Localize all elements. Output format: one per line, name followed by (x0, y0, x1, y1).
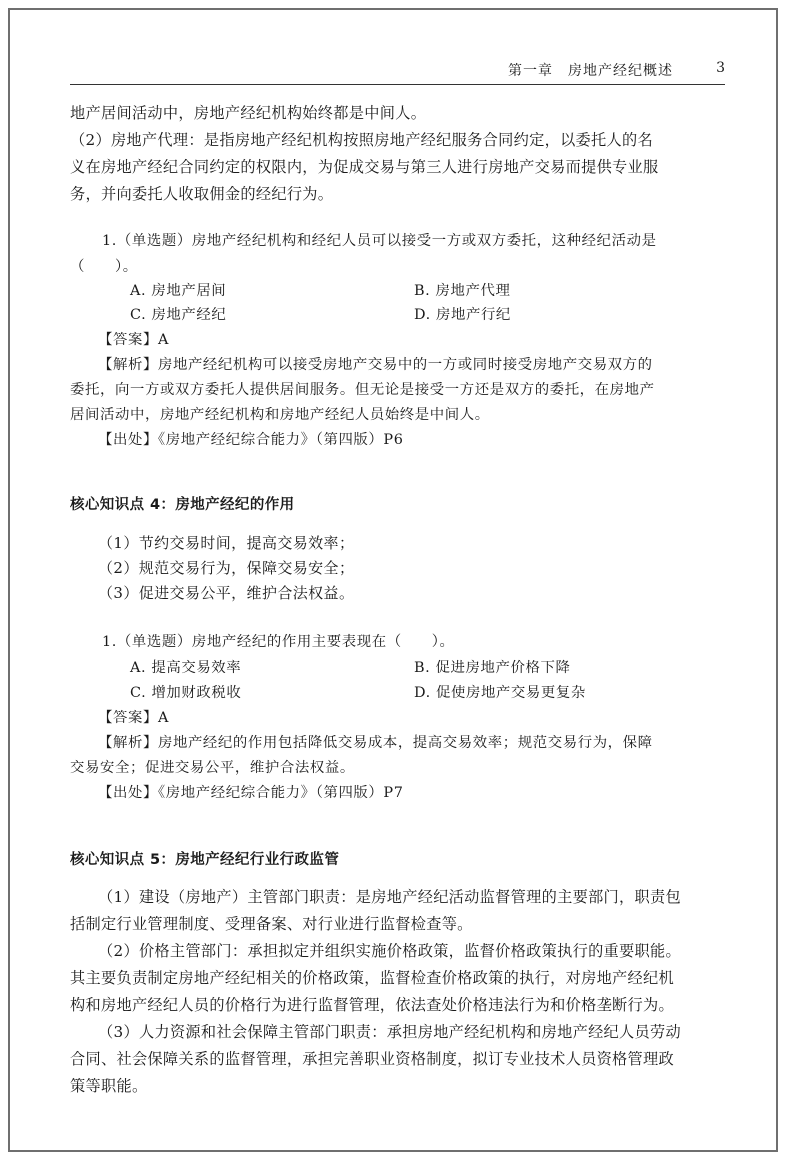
paragraph-line: （2）价格主管部门：承担拟定并组织实施价格政策，监督价格政策执行的重要职能。 (98, 942, 681, 960)
paragraph-line: 策等职能。 (70, 1077, 148, 1095)
paragraph-line: 务，并向委托人收取佣金的经纪行为。 (70, 185, 334, 203)
chapter-title: 第一章 房地产经纪概述 (508, 63, 673, 79)
explanation-line: 【解析】房地产经纪的作用包括降低交易成本，提高交易效率；规范交易行为，保障 (98, 735, 653, 751)
section-heading: 核心知识点 5：房地产经纪行业行政监管 (70, 852, 340, 868)
paragraph-line: 合同、社会保障关系的监督管理，承担完善职业资格制度，拟订专业技术人员资格管理政 (70, 1050, 675, 1068)
list-item: （2）规范交易行为，保障交易安全； (98, 559, 355, 577)
paragraph-line: （2）房地产代理：是指房地产经纪机构按照房地产经纪服务合同约定，以委托人的名 (70, 131, 653, 149)
list-item: （3）促进交易公平，维护合法权益。 (98, 584, 355, 602)
page-number: 3 (716, 60, 725, 76)
paragraph-line: （1）建设（房地产）主管部门职责：是房地产经纪活动监督管理的主要部门，职责包 (98, 888, 681, 906)
question-stem: （ ）。 (70, 259, 138, 275)
option-b: B. 房地产代理 (414, 283, 511, 299)
paragraph-line: 其主要负责制定房地产经纪相关的价格政策，监督检查价格政策的执行，对房地产经纪机 (70, 969, 675, 987)
option-c: C. 增加财政税收 (130, 685, 242, 701)
paragraph-line: 构和房地产经纪人员的价格行为进行监督管理，依法查处价格违法行为和价格垄断行为。 (70, 996, 675, 1014)
option-a: A. 提高交易效率 (130, 660, 242, 676)
answer: 【答案】A (98, 710, 169, 726)
option-a: A. 房地产居间 (130, 283, 227, 299)
option-c: C. 房地产经纪 (130, 307, 227, 323)
question-stem: 1.（单选题）房地产经纪机构和经纪人员可以接受一方或双方委托，这种经纪活动是 (102, 233, 657, 249)
source: 【出处】《房地产经纪综合能力》（第四版）P7 (98, 785, 404, 801)
running-header (70, 58, 725, 85)
explanation-line: 委托，向一方或双方委托人提供居间服务。但无论是接受一方还是双方的委托，在房地产 (70, 382, 655, 398)
list-item: （1）节约交易时间，提高交易效率； (98, 534, 355, 552)
explanation-line: 居间活动中，房地产经纪机构和房地产经纪人员始终是中间人。 (70, 407, 490, 423)
paragraph-line: 义在房地产经纪合同约定的权限内，为促成交易与第三人进行房地产交易而提供专业服 (70, 158, 659, 176)
source: 【出处】《房地产经纪综合能力》（第四版）P6 (98, 432, 404, 448)
option-d: D. 房地产行纪 (414, 307, 511, 323)
paragraph-line: 地产居间活动中，房地产经纪机构始终都是中间人。 (70, 104, 427, 122)
paragraph-line: 括制定行业管理制度、受理备案、对行业进行监督检查等。 (70, 915, 473, 933)
option-d: D. 促使房地产交易更复杂 (414, 685, 586, 701)
explanation-line: 交易安全；促进交易公平，维护合法权益。 (70, 760, 355, 776)
section-heading: 核心知识点 4：房地产经纪的作用 (70, 497, 295, 513)
paragraph-line: （3）人力资源和社会保障主管部门职责：承担房地产经纪机构和房地产经纪人员劳动 (98, 1023, 681, 1041)
question-stem: 1.（单选题）房地产经纪的作用主要表现在（ ）。 (102, 634, 455, 650)
answer: 【答案】A (98, 332, 169, 348)
option-b: B. 促进房地产价格下降 (414, 660, 571, 676)
explanation-line: 【解析】房地产经纪机构可以接受房地产交易中的一方或同时接受房地产交易双方的 (98, 357, 653, 373)
